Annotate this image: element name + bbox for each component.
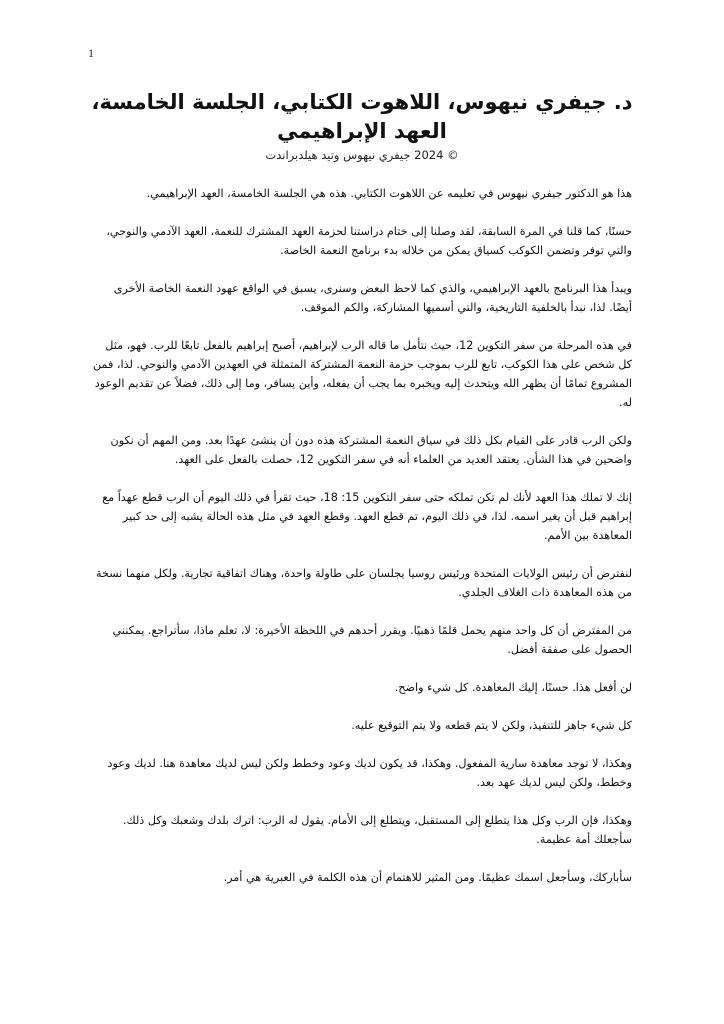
paragraph: كل شيء جاهز للتنفيذ، ولكن لا يتم قطعه ولا يتم التوقيع عليه. [351, 719, 632, 732]
paragraph: ولكن الرب قادر على القيام بكل ذلك في سياق النعمة المشتركة هذه دون أن ينشئ عهدًا بعد. ومن المهم أن نكون واضحين في هذا الشأن. يعتقد العديد من العلماء أنه في سفر التكوين 12، حصلت بالفعل على العهد. [110, 434, 632, 466]
paragraph: إنك لا تملك هذا العهد لأنك لم تكن تملكه حتى سفر التكوين 15: 18، حيث تقرأ في ذلك اليوم أن الرب قطع عهداً مع إبراهيم قبل أن يغير اسمه. لذا، في ذلك اليوم، تم قطع العهد. وقطع العهد في مثل هذه الحالة يشبه إلى حد كبير المعاهدة بين الأمم. [102, 491, 632, 542]
paragraph: وهكذا، لا توجد معاهدة سارية المفعول. وهكذا، قد يكون لديك وعود وخطط ولكن ليس لديك معاهدة هنا. لديك وعود وخطط، ولكن ليس لديك عهد بعد. [107, 757, 632, 789]
copyright-line: © 2024 جيفري نيهوس وتيد هيلدبراندت [265, 148, 459, 162]
paragraph: من المفترض أن كل واحد منهم يحمل قلمًا ذهبيًا. ويقرر أحدهم في اللحظة الأخيرة: لا، تعلم ماذا، سأتراجع. يمكنني الحصول على صفقة أفضل. [112, 624, 632, 656]
paragraph: لن أفعل هذا. حسنًا، إليك المعاهدة. كل شيء واضح. [394, 681, 632, 694]
paragraph: حسنًا، كما قلنا في المرة السابقة، لقد وصلنا إلى ختام دراستنا لحزمة العهد المشترك للنعمة، العهد الآدمي والنوحي، والتي توفر وتضمن الكوكب كسياق يمكن من خلاله بدء برنامج النعمة الخاصة. [106, 225, 632, 257]
paragraph: لنفترض أن رئيس الولايات المتحدة ورئيس روسيا يجلسان على طاولة واحدة، وهناك اتفاقية تجارية. ولكل منهما نسخة من هذه المعاهدة ذات الغلاف الجلدي. [95, 567, 632, 599]
page-number: 1 [88, 46, 94, 60]
paragraph: ويبدأ هذا البرنامج بالعهد الإبراهيمي، والذي كما لاحظ البعض وسنرى، يسبق في الواقع عهود النعمة الخاصة الأخرى أيضًا. لذا، نبدأ بالخلفية التاريخية، والتي أسميها المشاركة، والكم الموقف. [113, 282, 632, 314]
paragraph: وهكذا، فإن الرب وكل هذا يتطلع إلى المستقبل، ويتطلع إلى الأمام. يقول له الرب: اترك بلدك وشعبك وكل ذلك. سأجعلك أمة عظيمة. [122, 814, 632, 846]
title-line-2: العهد الإبراهيمي [277, 119, 447, 143]
title-line-1: د. جيفري نيهوس، اللاهوت الكتابي، الجلسة الخامسة، [91, 90, 633, 114]
paragraph: هذا هو الدكتور جيفري نيهوس في تعليمه عن اللاهوت الكتابي. هذه هي الجلسة الخامسة، العهد الإبراهيمي. [146, 187, 632, 200]
document-header [0, 88, 724, 164]
paragraph: سأباركك، وسأجعل اسمك عظيمًا. ومن المثير للاهتمام أن هذه الكلمة في العبرية هي أمر. [223, 871, 632, 884]
page-title [0, 88, 724, 146]
document-body [92, 184, 632, 906]
paragraph: في هذه المرحلة من سفر التكوين 12، حيث نتأمل ما قاله الرب لإبراهيم، أصبح إبراهيم بالفعل تابعًا للرب. فهو، مثل كل شخص على هذا الكوكب، تابع للرب بموجب حزمة النعمة المشتركة المتمثلة في العهدين الآدمي والنوحي. لذا، فمن المشروع تمامًا أن يظهر الله ويتحدث إليه ويخبره بما يجب أن يفعله، وأين يسافر، وما إلى ذلك، فضلاً عن تقديم الوعود له. [92, 339, 632, 409]
